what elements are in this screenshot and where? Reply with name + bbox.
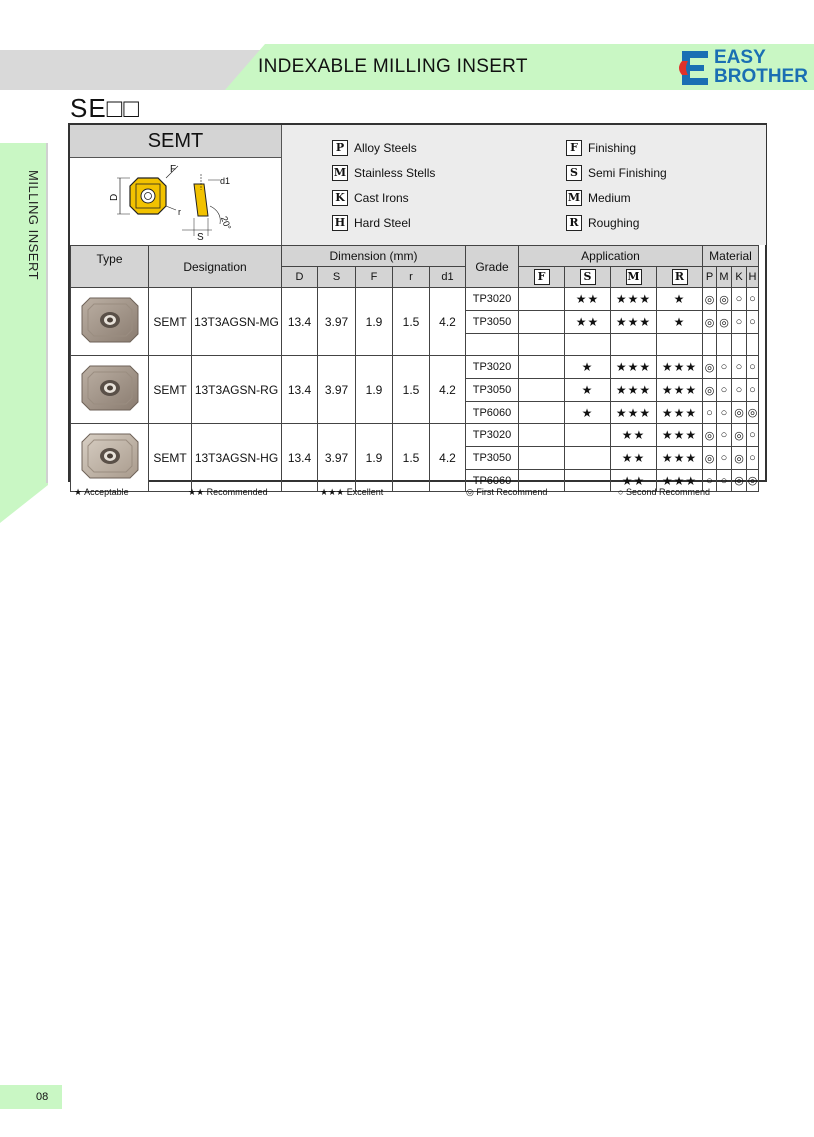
legend-item-semi-finishing	[566, 165, 667, 181]
designation-prefix: SEMT	[149, 424, 192, 492]
col-header-application: Application	[519, 246, 703, 267]
footer-legend-item	[618, 487, 710, 497]
application-legend	[282, 125, 766, 245]
app-key-r: R	[672, 269, 688, 285]
legend-key-r: R	[566, 215, 582, 231]
application-rating	[519, 447, 565, 470]
dimension-value: 4.2	[430, 288, 466, 356]
application-rating	[519, 288, 565, 311]
material-rating: ◎	[703, 447, 717, 470]
footer-symbol: ★	[74, 487, 83, 497]
logo-mark-icon	[678, 49, 710, 87]
application-rating: ★★	[611, 424, 657, 447]
dim-header: d1	[430, 267, 466, 288]
dimension-value: 1.5	[393, 424, 430, 492]
footer-symbol: ★★	[188, 487, 205, 497]
designation-code: 13T3AGSN-MG	[192, 288, 282, 356]
drawing-label-d: D	[109, 193, 120, 201]
dim-header: F	[356, 267, 393, 288]
material-rating: ○	[717, 356, 732, 379]
footer-label: Acceptable	[84, 487, 129, 497]
legend-item-medium	[566, 190, 631, 206]
table-row	[71, 424, 759, 447]
brand-logo	[678, 48, 808, 88]
material-rating: ◎	[732, 470, 747, 492]
material-rating: ○	[732, 356, 747, 379]
legend-key-f: F	[566, 140, 582, 156]
application-rating: ★	[565, 379, 611, 402]
dimension-value: 4.2	[430, 424, 466, 492]
material-rating: ◎	[732, 402, 747, 424]
application-rating: ★	[657, 311, 703, 334]
dim-header: D	[282, 267, 318, 288]
legend-item-alloy-steels	[332, 140, 417, 156]
insert-photo-icon	[78, 430, 142, 482]
footer-legend-item	[320, 487, 383, 498]
legend-label: Cast Irons	[354, 191, 409, 205]
drawing-label-s: S	[197, 232, 204, 243]
legend-label: Roughing	[588, 216, 640, 230]
application-rating	[565, 447, 611, 470]
material-rating	[703, 334, 717, 356]
grade-cell: TP3050	[466, 379, 519, 402]
legend-item-roughing	[566, 215, 639, 231]
footer-label: Second Recommend	[625, 487, 710, 497]
dimension-value: 13.4	[282, 424, 318, 492]
dimension-value: 1.5	[393, 288, 430, 356]
material-rating: ○	[717, 424, 732, 447]
application-rating: ★	[565, 356, 611, 379]
series-title: SEMT	[70, 125, 281, 158]
col-header-type: Type	[71, 246, 149, 288]
footer-label: First Recommend	[476, 487, 548, 497]
dimension-value: 3.97	[318, 356, 356, 424]
table-row	[71, 356, 759, 379]
application-rating	[565, 470, 611, 492]
dimension-value: 1.9	[356, 424, 393, 492]
application-rating: ★★★	[611, 402, 657, 424]
application-rating: ★★	[611, 470, 657, 492]
app-header	[611, 267, 657, 288]
insert-photo-icon	[78, 294, 142, 346]
application-rating: ★★★	[657, 424, 703, 447]
designation-prefix: SEMT	[149, 288, 192, 356]
grade-cell: TP6060	[466, 470, 519, 492]
drawing-label-angle: 20°	[218, 214, 234, 232]
material-rating: ○	[732, 311, 747, 334]
application-rating	[519, 424, 565, 447]
application-rating	[519, 356, 565, 379]
material-rating: ○	[717, 470, 732, 492]
application-rating: ★★★	[611, 311, 657, 334]
legend-label: Semi Finishing	[588, 166, 667, 180]
application-rating: ★	[565, 402, 611, 424]
material-rating: ◎	[703, 424, 717, 447]
grade-cell: TP3020	[466, 288, 519, 311]
material-rating	[717, 334, 732, 356]
application-rating: ★★★	[611, 356, 657, 379]
header-grey-band	[0, 50, 260, 90]
app-header	[657, 267, 703, 288]
grade-cell: TP6060	[466, 402, 519, 424]
material-rating	[732, 334, 747, 356]
grade-cell	[466, 334, 519, 356]
insert-photo	[71, 424, 149, 492]
dimension-value: 13.4	[282, 288, 318, 356]
material-rating: ○	[747, 311, 759, 334]
col-header-dimension: Dimension (mm)	[282, 246, 466, 267]
application-rating	[519, 379, 565, 402]
drawing-label-d1: d1	[220, 176, 231, 186]
dimension-value: 3.97	[318, 424, 356, 492]
material-rating: ◎	[732, 424, 747, 447]
legend-item-finishing	[566, 140, 636, 156]
grade-cell: TP3050	[466, 447, 519, 470]
header-title: INDEXABLE MILLING INSERT	[258, 56, 528, 77]
mat-header: P	[703, 267, 717, 288]
dimension-value: 4.2	[430, 356, 466, 424]
dimension-value: 1.9	[356, 288, 393, 356]
table-row	[71, 288, 759, 311]
designation-prefix: SEMT	[149, 356, 192, 424]
grade-cell: TP3020	[466, 356, 519, 379]
footer-symbol: ★★★	[320, 487, 345, 497]
application-rating: ★★★	[611, 288, 657, 311]
application-rating	[519, 311, 565, 334]
insert-photo-icon	[78, 362, 142, 414]
mat-header: K	[732, 267, 747, 288]
material-rating: ◎	[717, 311, 732, 334]
material-rating: ○	[747, 288, 759, 311]
footer-label: Excellent	[346, 487, 384, 497]
insert-photo	[71, 356, 149, 424]
material-rating: ○	[747, 447, 759, 470]
material-rating: ○	[732, 379, 747, 402]
legend-label: Finishing	[588, 141, 637, 155]
material-rating	[747, 334, 759, 356]
material-rating: ◎	[747, 402, 759, 424]
dim-header: r	[393, 267, 430, 288]
footer-symbol: ◎	[466, 487, 474, 497]
material-rating: ○	[703, 402, 717, 424]
drawing-label-r: r	[178, 207, 181, 217]
designation-code: 13T3AGSN-HG	[192, 424, 282, 492]
material-rating: ○	[747, 379, 759, 402]
app-key-m: M	[627, 270, 640, 283]
legend-item-hard-steel	[332, 215, 411, 231]
page-number: 08	[0, 1085, 62, 1109]
application-rating: ★	[657, 288, 703, 311]
legend-key-m: M	[567, 191, 581, 204]
mat-header: M	[717, 267, 732, 288]
material-rating: ◎	[703, 288, 717, 311]
dimension-value: 1.5	[393, 356, 430, 424]
application-rating: ★★★	[657, 356, 703, 379]
grade-cell: TP3050	[466, 311, 519, 334]
spec-table	[70, 245, 759, 492]
footer-legend-item	[188, 487, 268, 498]
footer-legend-item	[466, 487, 547, 498]
insert-photo	[71, 288, 149, 356]
application-rating	[611, 334, 657, 356]
legend-label: Hard Steel	[354, 216, 411, 230]
side-section-label: MILLING INSERT	[26, 170, 41, 281]
legend-key-p: P	[332, 140, 348, 156]
material-rating: ◎	[703, 356, 717, 379]
application-rating	[565, 424, 611, 447]
application-rating: ★★★	[657, 379, 703, 402]
application-rating	[519, 334, 565, 356]
material-rating: ◎	[703, 311, 717, 334]
legend-key-k: K	[332, 190, 348, 206]
mat-header: H	[747, 267, 759, 288]
material-rating: ○	[717, 379, 732, 402]
logo-text-brother: BROTHER	[714, 66, 808, 87]
insert-technical-drawing	[70, 158, 281, 244]
page-title: SE□□	[70, 93, 141, 123]
logo-text-easy: EASY	[714, 47, 766, 68]
dimension-value: 3.97	[318, 288, 356, 356]
legend-key-m: M	[333, 166, 347, 179]
application-rating: ★★	[565, 311, 611, 334]
material-rating: ◎	[732, 447, 747, 470]
material-rating: ○	[703, 470, 717, 492]
col-header-material: Material	[703, 246, 759, 267]
application-rating: ★★★	[657, 402, 703, 424]
app-header	[565, 267, 611, 288]
legend-label: Alloy Steels	[354, 141, 417, 155]
application-rating: ★★★	[657, 447, 703, 470]
spec-table-body	[71, 288, 759, 492]
dimension-value: 1.9	[356, 356, 393, 424]
footer-legend-item	[74, 487, 129, 498]
material-rating: ◎	[717, 288, 732, 311]
legend-item-stainless	[332, 165, 435, 181]
legend-label: Medium	[588, 191, 631, 205]
application-rating	[519, 402, 565, 424]
footer-label: Recommended	[206, 487, 268, 497]
dimension-value: 13.4	[282, 356, 318, 424]
legend-label: Stainless Stells	[354, 166, 436, 180]
col-header-designation: Designation	[149, 246, 282, 288]
app-key-f: F	[534, 269, 550, 285]
application-rating	[657, 334, 703, 356]
material-rating: ○	[732, 288, 747, 311]
app-key-s: S	[580, 269, 596, 285]
drawing-label-f: F	[170, 164, 177, 175]
material-rating: ○	[717, 402, 732, 424]
footer-symbol: ○	[618, 487, 624, 497]
material-rating: ◎	[703, 379, 717, 402]
application-rating: ★★★	[657, 470, 703, 492]
designation-code: 13T3AGSN-RG	[192, 356, 282, 424]
application-rating	[565, 334, 611, 356]
grade-cell: TP3020	[466, 424, 519, 447]
application-rating: ★★	[565, 288, 611, 311]
legend-key-h: H	[332, 215, 348, 231]
material-rating: ○	[747, 356, 759, 379]
legend-key-s: S	[566, 165, 582, 181]
material-rating: ○	[747, 424, 759, 447]
application-rating: ★★★	[611, 379, 657, 402]
legend-item-cast-irons	[332, 190, 409, 206]
material-rating: ○	[717, 447, 732, 470]
side-divider	[46, 143, 48, 483]
dim-header: S	[318, 267, 356, 288]
app-header	[519, 267, 565, 288]
col-header-grade: Grade	[466, 246, 519, 288]
material-rating: ◎	[747, 470, 759, 492]
application-rating: ★★	[611, 447, 657, 470]
